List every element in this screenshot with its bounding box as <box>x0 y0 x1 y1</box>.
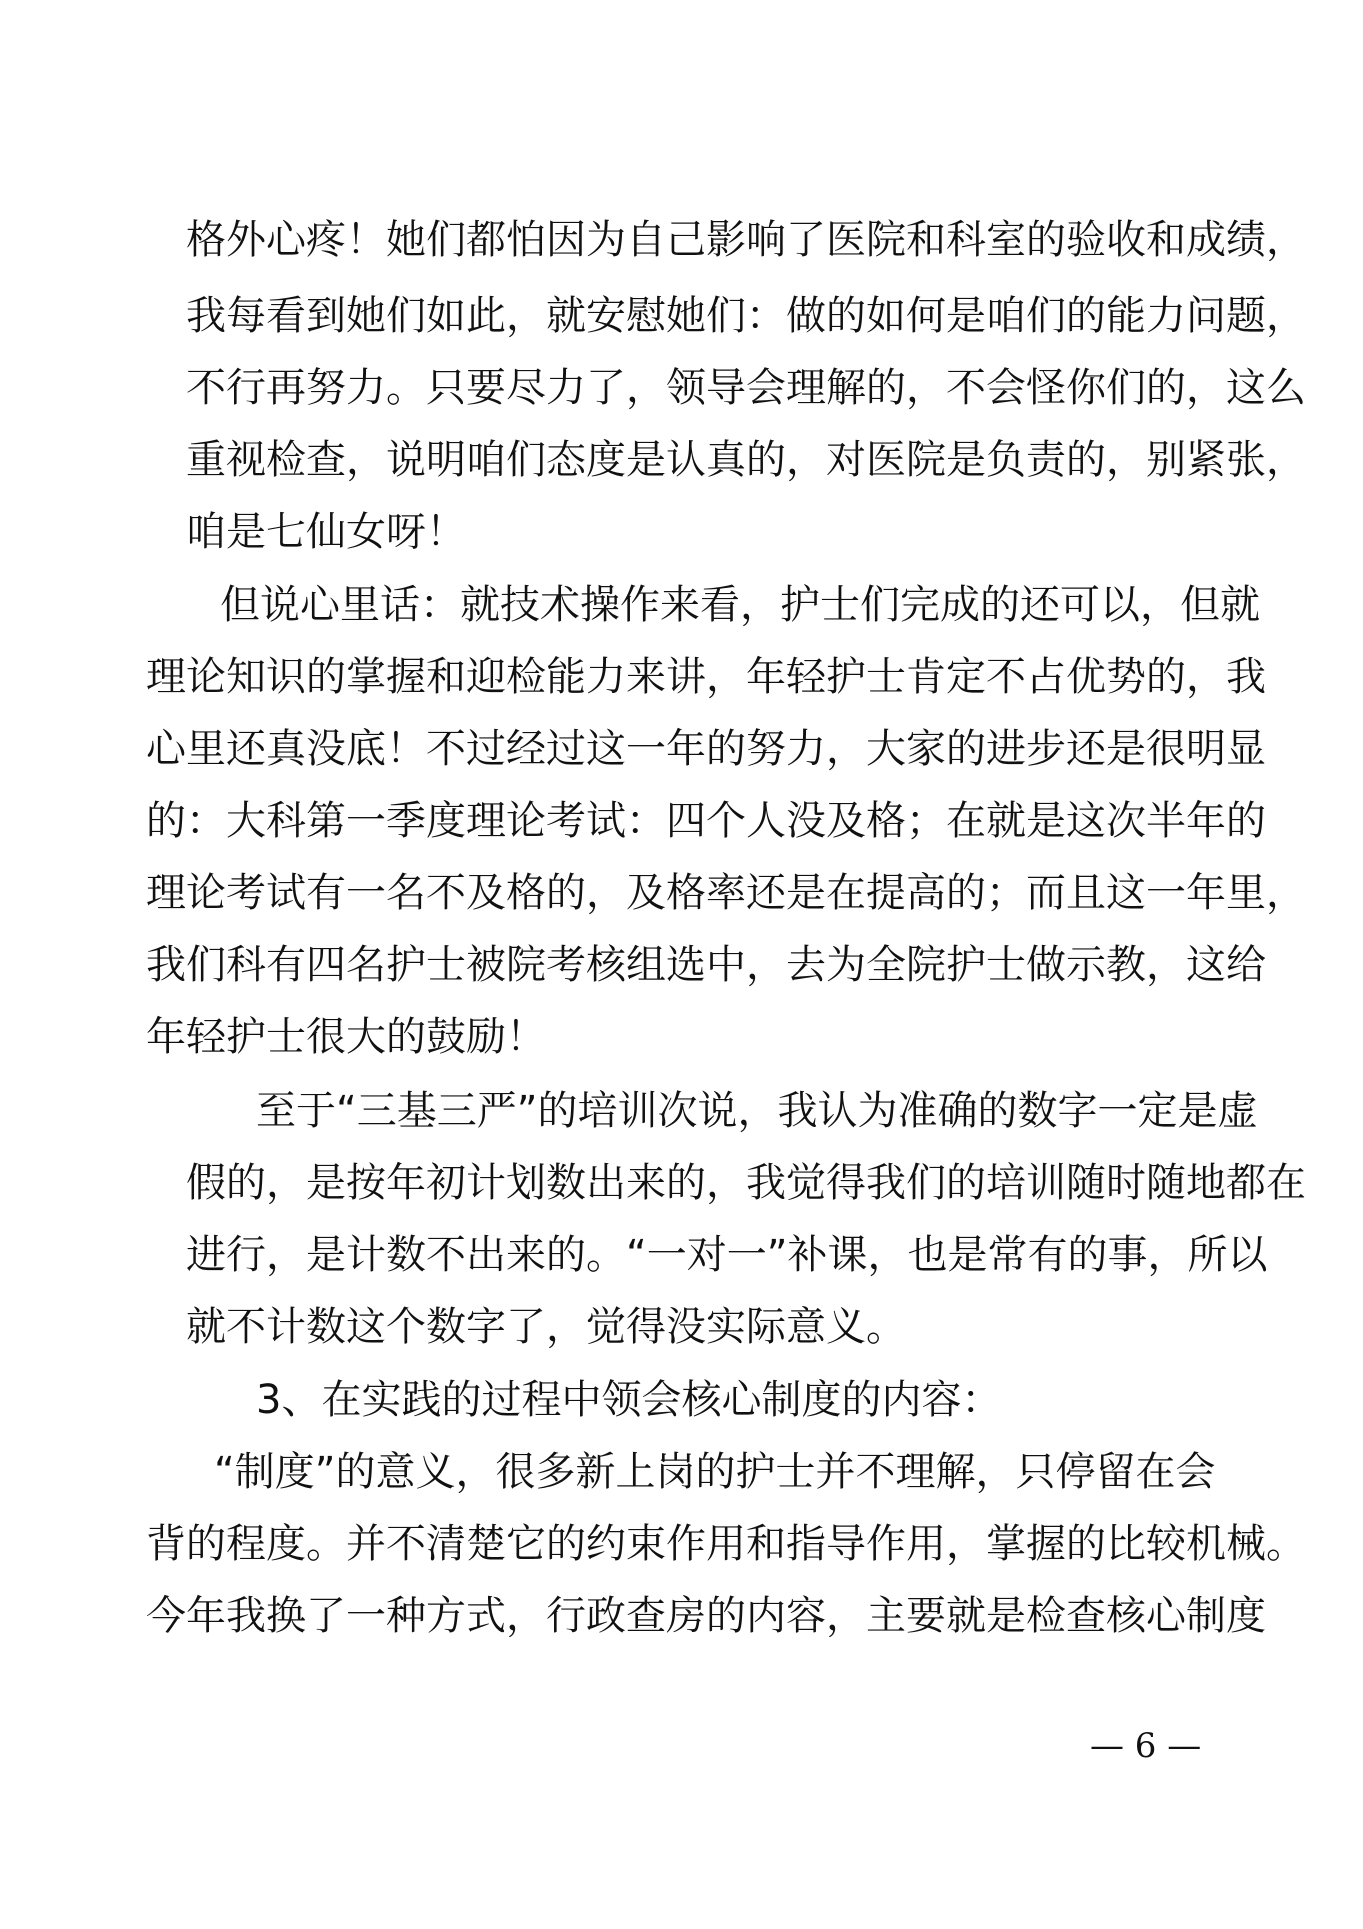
paragraph-2-line-5: 理论考试有一名不及格的，及格率还是在提高的；而且这一年里， <box>146 870 1306 916</box>
paragraph-3-line-4: 就不计数这个数字了，觉得没实际意义。 <box>186 1304 906 1350</box>
paragraph-2-line-2: 理论知识的掌握和迎检能力来讲，年轻护士肯定不占优势的，我 <box>146 654 1266 700</box>
section-heading: 3、在实践的过程中领会核心制度的内容： <box>256 1377 1002 1423</box>
paragraph-5-line-2: 背的程度。并不清楚它的约束作用和指导作用，掌握的比较机械。 <box>146 1521 1306 1567</box>
paragraph-1-line-1: 格外心疼！她们都怕因为自己影响了医院和科室的验收和成绩， <box>186 217 1306 263</box>
paragraph-5-line-1: “制度”的意义，很多新上岗的护士并不理解，只停留在会 <box>214 1449 1216 1495</box>
paragraph-1-line-5: 咱是七仙女呀！ <box>186 509 466 555</box>
paragraph-1-line-3: 不行再努力。只要尽力了，领导会理解的，不会怪你们的，这么 <box>186 365 1306 411</box>
paragraph-2-line-4: 的：大科第一季度理论考试：四个人没及格；在就是这次半年的 <box>146 798 1266 844</box>
paragraph-2-line-1: 但说心里话：就技术操作来看，护士们完成的还可以，但就 <box>220 582 1260 628</box>
paragraph-5-line-3: 今年我换了一种方式，行政查房的内容，主要就是检查核心制度 <box>146 1593 1266 1639</box>
paragraph-2-line-7: 年轻护士很大的鼓励！ <box>146 1014 546 1060</box>
paragraph-2-line-6: 我们科有四名护士被院考核组选中，去为全院护士做示教，这给 <box>146 942 1266 988</box>
page-number: — 6 — <box>1090 1726 1202 1766</box>
paragraph-1-line-4: 重视检查，说明咱们态度是认真的，对医院是负责的，别紧张， <box>186 437 1306 483</box>
paragraph-2-line-3: 心里还真没底！不过经过这一年的努力，大家的进步还是很明显 <box>146 726 1266 772</box>
paragraph-3-line-3: 进行，是计数不出来的。“一对一”补课，也是常有的事，所以 <box>186 1232 1268 1278</box>
paragraph-3-line-2: 假的，是按年初计划数出来的，我觉得我们的培训随时随地都在 <box>186 1160 1306 1206</box>
paragraph-3-line-1: 至于“三基三严”的培训次说，我认为准确的数字一定是虚 <box>256 1088 1258 1134</box>
paragraph-1-line-2: 我每看到她们如此，就安慰她们：做的如何是咱们的能力问题， <box>186 293 1306 339</box>
